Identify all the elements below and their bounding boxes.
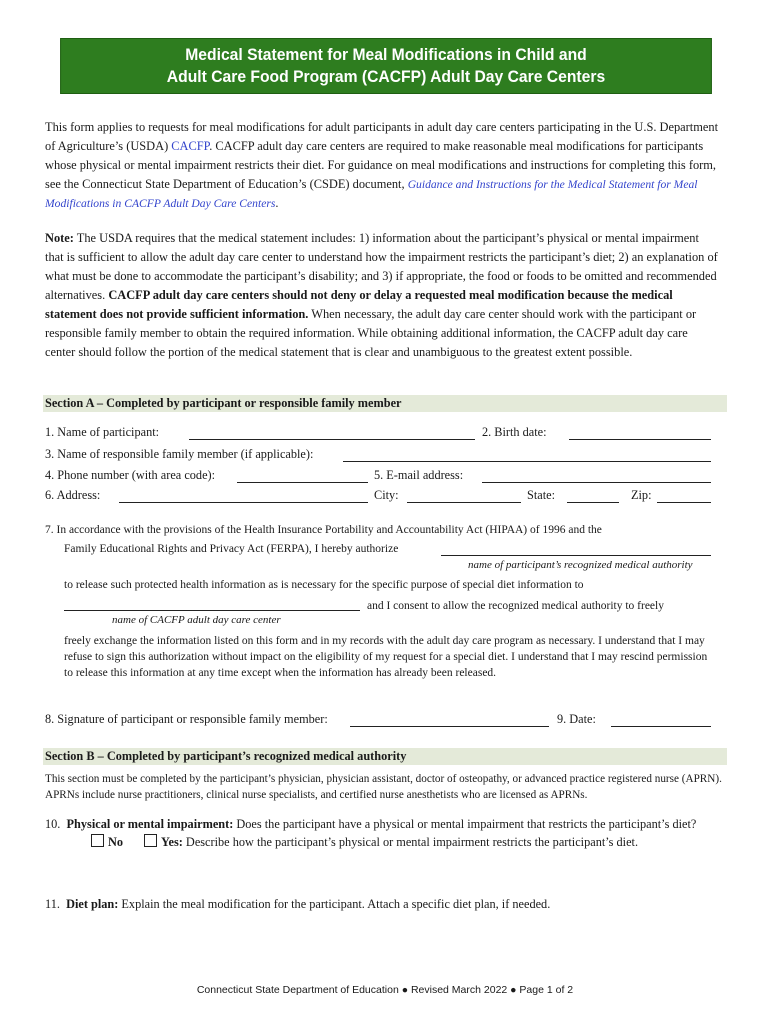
participant-name-field[interactable]: [189, 439, 475, 440]
diet-plan-question: [45, 896, 550, 912]
address-field[interactable]: [119, 502, 368, 503]
no-checkbox[interactable]: [91, 834, 104, 847]
signature-date-field[interactable]: [611, 726, 711, 727]
diet-plan-label: Diet plan:: [66, 897, 119, 911]
hipaa-statement-line-2: Family Educational Rights and Privacy Act (FERPA), I hereby authorize: [64, 543, 399, 555]
guidance-link[interactable]: Guidance and Instructions for the Medical Statement for Meal Modifications in CACFP Adult Day Care Centers: [45, 178, 698, 210]
intro-end: .: [275, 196, 279, 210]
note-text-1: The USDA requires that the medical statement includes: 1) information about the participant’s physical or mental impairment that is sufficient to allow the adult day care center to understand how the impairment restricts the participant’s diet; 2) an explanation of what must be done to accommodate the participant’s disability; and 3) if appropriate, the food or foods to be omitted and recommended alternatives.: [45, 231, 718, 302]
signature-date-label: 9. Date:: [557, 712, 596, 726]
q10-number: 10.: [45, 817, 61, 831]
intro-text-2: . CACFP adult day care centers are required to make reasonable meal modifications for participants whose physical or mental impairment restricts their diet. For guidance on meal modifications and instructions for completing this form, see the Connecticut State Department of Education’s (CSDE) document,: [45, 139, 717, 191]
phone-label: 4. Phone number (with area code):: [45, 468, 216, 482]
email-field[interactable]: [482, 482, 711, 483]
state-label: State:: [527, 488, 556, 502]
city-field[interactable]: [407, 502, 521, 503]
medical-authority-caption: name of participant’s recognized medical authority: [468, 559, 693, 571]
intro-text-1: This form applies to requests for meal modifications for adult participants in adult day care centers participating in the U.S. Department of Agriculture’s (USDA): [45, 120, 719, 153]
family-member-label: 3. Name of responsible family member (if applicable):: [45, 447, 314, 461]
yes-checkbox[interactable]: [144, 834, 157, 847]
section-b-intro: This section must be completed by the participant’s physician, physician assistant, doctor of osteopathy, or advanced practice registered nurse (APRN). APRNs include nurse practitioners, clinical nurse specialists, and certified nurse anesthetists who are licensed as APRNs.: [45, 773, 722, 801]
impairment-no-option[interactable]: [91, 834, 123, 850]
page-footer: Connecticut State Department of Education ● Revised March 2022 ● Page 1 of 2: [196, 984, 574, 996]
form-title-line-2: Adult Care Food Program (CACFP) Adult Day Care Centers: [166, 68, 606, 86]
diet-plan-text: Explain the meal modification for the participant. Attach a specific diet plan, if needed.: [118, 897, 551, 911]
participant-name-label: 1. Name of participant:: [45, 425, 160, 439]
yes-label: Yes:: [161, 835, 183, 849]
family-member-field[interactable]: [343, 461, 711, 462]
form-title-line-1: Medical Statement for Meal Modifications in Child and: [185, 46, 587, 64]
no-label: No: [108, 835, 124, 849]
cacfp-link[interactable]: CACFP: [171, 139, 210, 153]
birth-date-field[interactable]: [569, 439, 711, 440]
impairment-label: Physical or mental impairment:: [66, 817, 234, 831]
phone-field[interactable]: [237, 482, 368, 483]
zip-label: Zip:: [631, 488, 652, 502]
hipaa-statement-line-4: and I consent to allow the recognized medical authority to freely: [367, 600, 664, 612]
day-care-center-caption: name of CACFP adult day care center: [112, 614, 281, 626]
impairment-question: [45, 816, 696, 832]
note-text-2: When necessary, the adult day care center should work with the participant or responsible family member to obtain the required information. While obtaining additional information, the CACFP adult day care center should follow the portion of the medical statement that is clear and unambiguous to the greatest extent possible.: [45, 307, 697, 359]
zip-field[interactable]: [657, 502, 711, 503]
intro-paragraph: [45, 118, 720, 213]
hipaa-statement-line-1: 7. In accordance with the provisions of the Health Insurance Portability and Accountability Act (HIPAA) of 1996 and the: [45, 524, 602, 536]
day-care-center-field[interactable]: [64, 610, 360, 611]
signature-label: 8. Signature of participant or responsible family member:: [45, 712, 328, 726]
city-label: City:: [374, 488, 399, 502]
email-label: 5. E-mail address:: [374, 468, 464, 482]
medical-authority-field[interactable]: [441, 555, 711, 556]
section-a-heading: Section A – Completed by participant or responsible family member: [43, 395, 727, 412]
birth-date-label: 2. Birth date:: [482, 425, 547, 439]
impairment-text: Does the participant have a physical or mental impairment that restricts the participant’s diet?: [233, 817, 697, 831]
note-bold-text: CACFP adult day care centers should not deny or delay a requested meal modification because the medical statement does not provide sufficient information.: [45, 288, 673, 321]
impairment-yes-option[interactable]: [144, 834, 638, 850]
q11-number: 11.: [45, 897, 60, 911]
form-title-banner: [60, 38, 712, 94]
note-label: Note:: [45, 231, 74, 245]
signature-field[interactable]: [350, 726, 549, 727]
yes-description: Describe how the participant’s physical or mental impairment restricts the participant’s diet.: [182, 835, 639, 849]
address-label: 6. Address:: [45, 488, 101, 502]
section-b-heading: Section B – Completed by participant’s recognized medical authority: [43, 748, 727, 765]
state-field[interactable]: [567, 502, 619, 503]
note-paragraph: [45, 229, 720, 362]
hipaa-statement-rest: freely exchange the information listed on this form and in my records with the adult day care program as necessary. I understand that I may refuse to sign this authorization without impact on the eligibility of my request for a special diet. I understand that I may rescind permission to release this information at any time except when the information has already been released.: [64, 635, 708, 679]
hipaa-statement-line-3: to release such protected health information as is necessary for the specific purpose of special diet information to: [64, 579, 584, 591]
